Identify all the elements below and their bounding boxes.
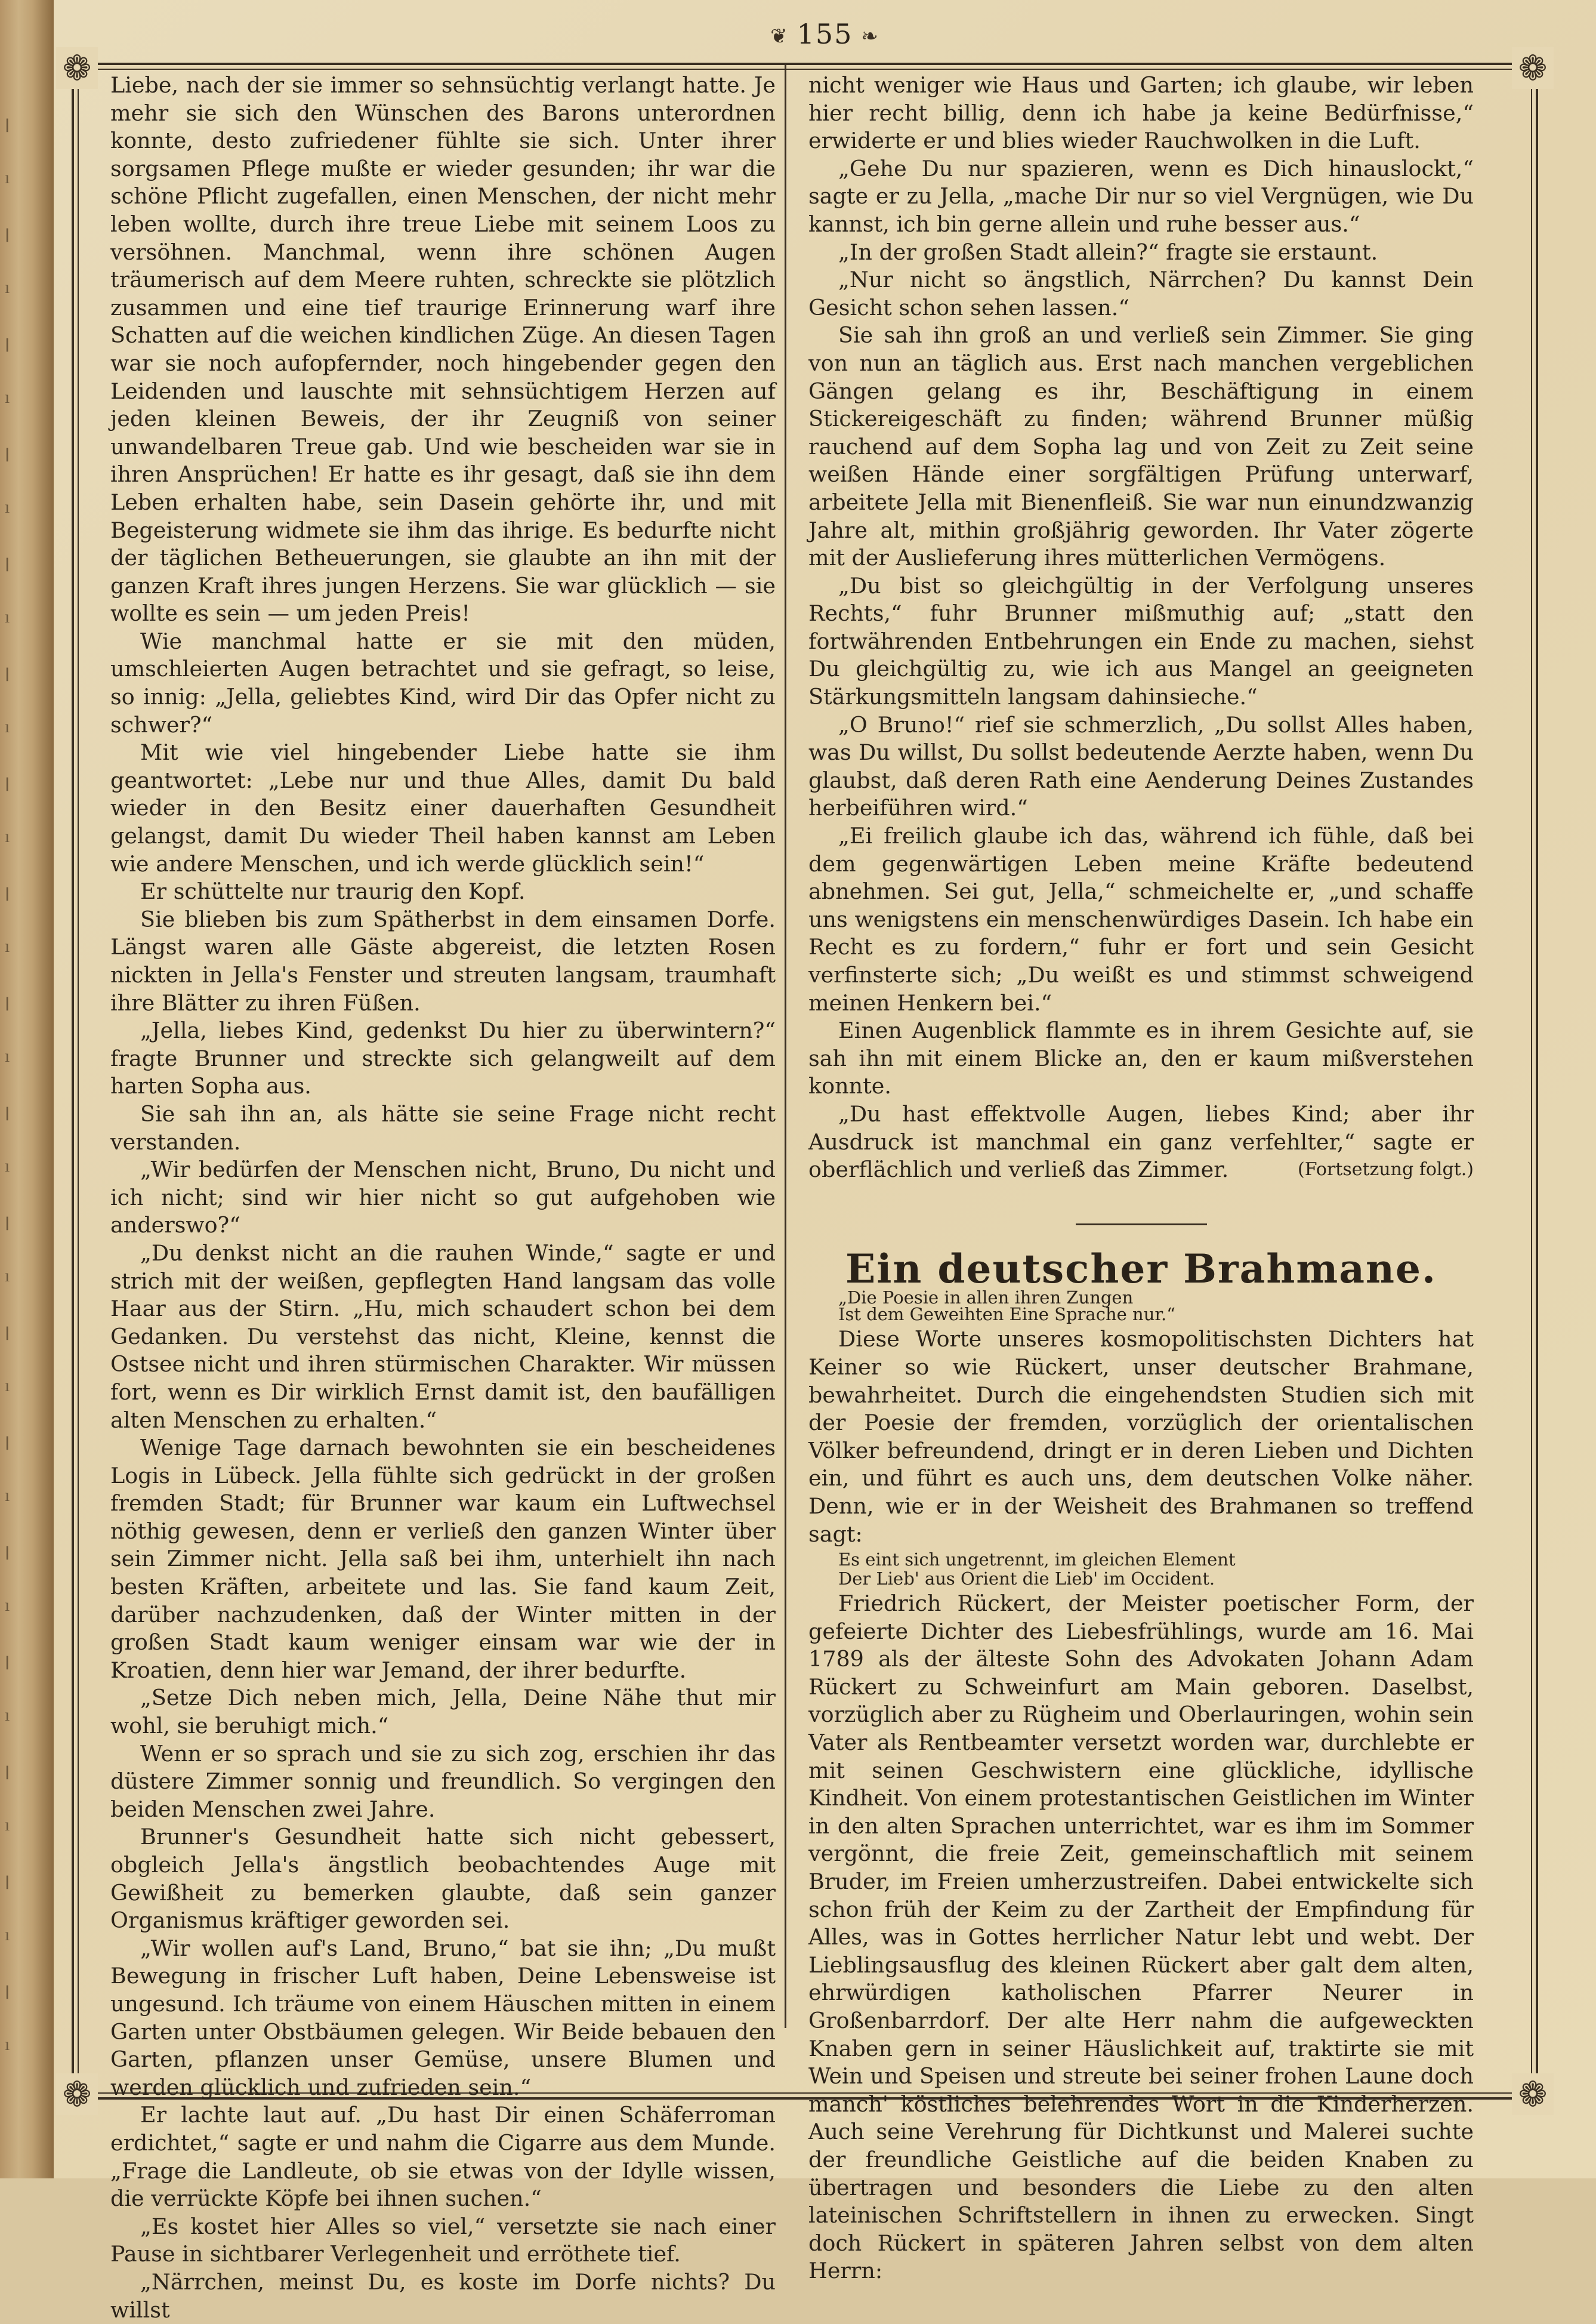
paragraph: „Närrchen, meinst Du, es koste im Dorfe nichts? Du willst	[110, 2268, 776, 2323]
paragraph: nicht weniger wie Haus und Garten; ich glaube, wir leben hier recht billig, denn ich habe ja keine Bedürfnisse,“ erwiderte er und blies wieder Rauchwolken in die Luft.	[808, 72, 1474, 154]
paragraph-text: „Du hast effektvolle Augen, liebes Kind; aber ihr Ausdruck ist manchmal ein ganz verfehlter,“ sagte er oberflächlich und verließ das Zimmer.	[808, 1101, 1474, 1183]
page-header	[54, 18, 1596, 50]
paragraph: „Es kostet hier Alles so viel,“ versetzte sie nach einer Pause in sichtbarer Verlegenheit und erröthete tief.	[110, 2213, 776, 2267]
paragraph: Friedrich Rückert, der Meister poetischer Form, der gefeierte Dichter des Liebesfrühlings, wurde am 16. Mai 1789 als der älteste Sohn des Advokaten Johann Adam Rückert zu Schweinfurt am Main geboren. Daselbst, vorzüglich aber zu Rügheim und Oberlauringen, wohin sein Vater als Rentbeamter versetzt worden war, durchlebte er mit seinen Geschwistern eine glückliche, idyllische Kindheit. Von einem protestantischen Geistlichen im Winter in den alten Sprachen unterrichtet, war es ihm im Sommer vergönnt, die freie Zeit, gemeinschaftlich mit seinem Bruder, im Freien umherzustreifen. Dabei entwickelte sich schon früh der Keim zu der Zartheit der Empfindung für Alles, was in Gottes herrlicher Natur lebt und webt. Der Lieblingsausflug des kleinen Rückert aber galt dem alten, ehrwürdigen katholischen Pfarrer Neurer in Großenbarrdorf. Der alte Herr nahm die aufgeweckten Knaben gern in seiner Häuslichkeit auf, traktirte sie mit Wein und Speisen und streute bei seiner frohen Laune doch manch' köstliches belehrendes Wort in die Kinderherzen. Auch seine Verehrung für Dichtkunst und Malerei suchte der freundliche Geistliche auf die beiden Knaben zu übertragen und besonders die Liebe zu den alten lateinischen Schriftstellern in ihnen zu erwecken. Singt doch Rückert in späteren Jahren selbst von dem alten Herrn:	[808, 1591, 1474, 2284]
paragraph: Sie sah ihn an, als hätte sie seine Frage nicht recht verstanden.	[110, 1101, 776, 1155]
paragraph: „Du bist so gleichgültig in der Verfolgung unseres Rechts,“ fuhr Brunner mißmuthig auf; „statt den fortwährenden Entbehrungen ein Ende zu machen, siehst Du gleichgültig zu, wie ich aus Mangel an geeigneten Stärkungsmitteln langsam dahinsieche.“	[808, 572, 1474, 710]
paragraph-last	[808, 1101, 1474, 1184]
book-binding-edge	[0, 0, 54, 2178]
paragraph: Einen Augenblick flammte es in ihrem Gesichte auf, sie sah ihn mit einem Blicke an, den er kaum mißverstehen konnte.	[808, 1018, 1474, 1099]
left-ornament-icon: ❦	[770, 24, 789, 48]
paragraph: Wie manchmal hatte er sie mit den müden, umschleierten Augen betrachtet und sie gefragt, so leise, so innig: „Jella, geliebtes Kind, wird Dir das Opfer nicht zu schwer?“	[110, 628, 776, 738]
paragraph: Sie blieben bis zum Spätherbst in dem einsamen Dorfe. Längst waren alle Gäste abgereist, die letzten Rosen nickten in Jella's Fenster und streuten langsam, traumhaft ihre Blätter zu ihren Füßen.	[110, 906, 776, 1016]
binding-margin-marks: ꞁ ı ꞁ ı ꞁ ı ꞁ ı ꞁ ı ꞁ ı ꞁ ı ꞁ ı ꞁ ı ꞁ ı ꞁ ı ꞁ ı ꞁ ı ꞁ ı ꞁ ı ꞁ ı ꞁ ı ꞁ ı	[5, 113, 10, 2054]
motto-line: „Die Poesie in allen ihren Zungen	[838, 1287, 1134, 1308]
paragraph: „Du denkst nicht an die rauhen Winde,“ sagte er und strich mit der weißen, gepflegten Hand langsam das volle Haar aus der Stirn. „Hu, mich schaudert schon bei dem Gedanken. Du verstehst das nicht, Kleine, kennst die Ostsee nicht und ihren stürmischen Charakter. Wir müssen fort, wenn es Dir wirklich Ernst damit ist, den baufälligen alten Menschen zu erhalten.“	[110, 1240, 776, 1433]
verse-line: Der Lieb' aus Orient die Lieb' im Occident.	[838, 1568, 1215, 1589]
paragraph: Brunner's Gesundheit hatte sich nicht gebessert, obgleich Jella's ängstlich beobachtendes Auge mit Gewißheit zu bemerken glaubte, daß sein ganzer Organismus kräftiger geworden sei.	[110, 1824, 776, 1934]
paragraph: „Wir wollen auf's Land, Bruno,“ bat sie ihn; „Du mußt Bewegung in frischer Luft haben, Deine Lebensweise ist ungesund. Ich träume von einem Häuschen mitten in einem Garten unter Obstbäumen gelegen. Wir Beide bebauen den Garten, pflanzen unser Gemüse, unsere Blumen und werden glücklich und zufrieden sein.“	[110, 1935, 776, 2100]
paragraph: Liebe, nach der sie immer so sehnsüchtig verlangt hatte. Je mehr sie sich den Wünschen des Barons unterordnen konnte, desto zufriedener fühlte sie sich. Unter ihrer sorgsamen Pflege mußte er wieder gesunden; ihr war die schöne Pflicht zugefallen, einen Menschen, der nicht mehr leben wollte, durch ihre treue Liebe mit seinem Loos zu versöhnen. Manchmal, wenn ihre schönen Augen träumerisch auf dem Meere ruhten, schreckte sie plötzlich zusammen und eine tief traurige Erinnerung warf ihre Schatten auf die weichen kindlichen Züge. An diesen Tagen war sie noch aufopfernder, noch hingebender gegen den Leidenden und lauschte mit sehnsüchtigem Herzen auf jeden kleinen Beweis, der ihr Zeugniß von seiner unwandelbaren Treue gab. Und wie bescheiden war sie in ihren Ansprüchen! Er hatte es ihr gesagt, daß sie ihn dem Leben erhalten habe, sein Dasein gehörte ihr, und mit Begeisterung widmete sie ihm das ihrige. Es bedurfte nicht der täglichen Betheuerungen, sie glaubte an ihn mit der ganzen Kraft ihres jungen Herzens. Sie war glücklich — sie wollte es sein — um jeden Preis!	[110, 72, 776, 627]
paragraph: „Setze Dich neben mich, Jella, Deine Nähe thut mir wohl, sie beruhigt mich.“	[110, 1685, 776, 1739]
corner-ornament-icon: ❁	[1512, 47, 1554, 89]
page-number: 155	[797, 18, 853, 50]
paragraph: Wenn er so sprach und sie zu sich zog, erschien ihr das düstere Zimmer sonnig und freundlich. So vergingen den beiden Menschen zwei Jahre.	[110, 1740, 776, 1822]
corner-ornament-icon: ❁	[56, 47, 98, 89]
paragraph: „Ei freilich glaube ich das, während ich fühle, daß bei dem gegenwärtigen Leben meine Kräfte bedeutend abnehmen. Sei gut, Jella,“ schmeichelte er, „und schaffe uns wenigstens ein menschenwürdiges Dasein. Ich habe ein Recht es zu fordern,“ fuhr er fort und sein Gesicht verfinsterte sich; „Du weißt es und stimmst schweigend meinen Henkern bei.“	[808, 823, 1474, 1016]
corner-ornament-icon: ❁	[56, 2073, 98, 2115]
left-column	[110, 72, 776, 2324]
right-ornament-icon: ❧	[861, 24, 879, 48]
paragraph: „Nur nicht so ängstlich, Närrchen? Du kannst Dein Gesicht schon sehen lassen.“	[808, 267, 1474, 320]
continuation-note: (Fortsetzung folgt.)	[1298, 1159, 1474, 1181]
corner-ornament-icon: ❁	[1512, 2073, 1554, 2115]
paragraph: „Jella, liebes Kind, gedenkst Du hier zu überwintern?“ fragte Brunner und streckte sich gelangweilt auf dem harten Sopha aus.	[110, 1018, 776, 1099]
paragraph: Mit wie viel hingebender Liebe hatte sie ihm geantwortet: „Lebe nur und thue Alles, damit Du bald wieder in den Besitz einer dauerhaften Gesundheit gelangst, damit Du wieder Theil haben kannst am Leben wie andere Menschen, und ich werde glücklich sein!“	[110, 739, 776, 877]
paragraph: „O Bruno!“ rief sie schmerzlich, „Du sollst Alles haben, was Du willst, Du sollst bedeutende Aerzte haben, wenn Du glaubst, daß deren Rath eine Aenderung Deines Zustandes herbeiführen wird.“	[808, 711, 1474, 821]
paragraph: Er schüttelte nur traurig den Kopf.	[140, 879, 526, 905]
motto-line: Ist dem Geweihten Eine Sprache nur.“	[838, 1304, 1176, 1325]
paragraph: „Gehe Du nur spazieren, wenn es Dich hinauslockt,“ sagte er zu Jella, „mache Dir nur so viel Vergnügen, wie Du kannst, ich bin gerne allein und ruhe besser aus.“	[808, 155, 1474, 237]
document-page	[54, 0, 1596, 2323]
paragraph: Diese Worte unseres kosmopolitischsten Dichters hat Keiner so wie Rückert, unser deutscher Brahmane, bewahrheitet. Durch die eingehendsten Studien sich mit der Poesie der fremden, vorzüglich der orientalischen Völker befreundend, dringt er in deren Lieben und Dichten ein, und führt es auch uns, dem deutschen Volke näher. Denn, wie er in der Weisheit des Brahmanen so treffend sagt:	[808, 1326, 1474, 1547]
paragraph: Wenige Tage darnach bewohnten sie ein bescheidenes Logis in Lübeck. Jella fühlte sich gedrückt in der großen fremden Stadt; für Brunner war kaum ein Luftwechsel nöthig gewesen, denn er verließ den ganzen Winter über sein Zimmer nicht. Jella saß bei ihm, unterhielt ihn nach besten Kräften, arbeitete und las. Sie fand kaum Zeit, darüber nachzudenken, daß der Winter mitten in der großen Stadt kaum weniger einsam war wie der in Kroatien, denn hier war Jemand, der ihrer bedurfte.	[110, 1435, 776, 1683]
column-divider	[785, 64, 786, 2028]
right-column	[808, 72, 1474, 2285]
verse-line: Es eint sich ungetrennt, im gleichen Element	[838, 1549, 1236, 1570]
paragraph: Sie sah ihn groß an und verließ sein Zimmer. Sie ging von nun an täglich aus. Erst nach manchen vergeblichen Gängen gelang es ihr, Beschäftigung in einem Stickereigeschäft zu finden; während Brunner müßig rauchend auf dem Sopha lag und von Zeit zu Zeit seine weißen Hände einer sorgfältigen Prüfung unterwarf, arbeitete Jella mit Bienenfleiß. Sie war nun einundzwanzig Jahre alt, mithin großjährig geworden. Ihr Vater zögerte mit der Auslieferung ihres mütterlichen Vermögens.	[808, 322, 1474, 571]
article-title: Ein deutscher Brahmane.	[845, 1245, 1437, 1292]
section-separator	[1076, 1223, 1207, 1225]
paragraph: Er lachte laut auf. „Du hast Dir einen Schäferroman erdichtet,“ sagte er und nahm die Cigarre aus dem Munde. „Frage die Landleute, ob sie etwas von der Idylle wissen, die verrückte Köpfe bei ihnen suchen.“	[110, 2102, 776, 2212]
paragraph: „In der großen Stadt allein?“ fragte sie erstaunt.	[838, 239, 1378, 265]
paragraph: „Wir bedürfen der Menschen nicht, Bruno, Du nicht und ich nicht; sind wir hier nicht so gut aufgehoben wie anderswo?“	[110, 1157, 776, 1238]
